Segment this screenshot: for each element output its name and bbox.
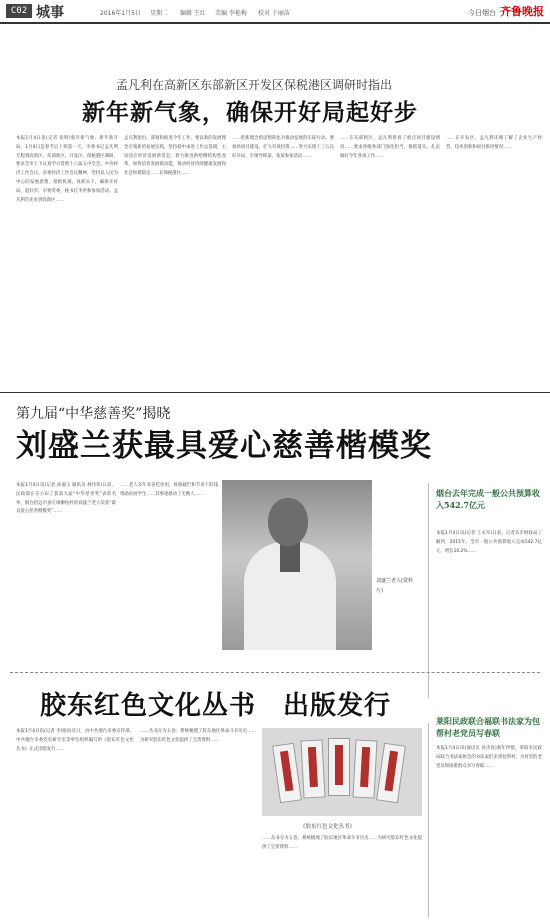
article2-title: 刘盛兰获最具爱心慈善楷模奖: [16, 428, 432, 464]
paper-sub: 今日烟台: [468, 9, 496, 17]
weekday: 星期二: [150, 10, 169, 17]
side-text-2: 本报1月4日讯(通讯员 孙杰涛)新年伊始，莱阳市民政局联合书法家协会的书法家们来到包帮村，为村里的老党员和困难群众书写春联……: [436, 746, 542, 769]
date: 2016年1月5日: [100, 10, 141, 17]
book: [300, 739, 325, 798]
portrait-photo: [222, 480, 372, 650]
photo-figure-head: [268, 498, 308, 546]
side-headline-1: 烟台去年完成一般公共预算收入542.7亿元: [436, 488, 540, 510]
art-editor: 美编 李艳梅: [215, 10, 247, 17]
column-rule: [428, 483, 429, 698]
photo-figure-collar: [280, 542, 300, 572]
book-photo: [262, 728, 422, 816]
book: [352, 739, 377, 798]
book-caption: 《胶东红色文化丛书》: [300, 824, 356, 830]
article3-title: 胶东红色文化丛书 出版发行: [40, 691, 392, 721]
article1-col-1: 本报1月4日讯(记者 张明)新年新气象，新年新开局，1月4日是春节后上班第一天，市委书记孟凡利专程到高新区、东部新区、开发区、保税港区调研，要求全市上下认真学习贯彻十八届五中全会、中央经济工作会议、省委经济工作会议精神，坚持以人民为中心的发展思想，抢抓机遇，真抓实干，确保开好局、起好步。市委常委、秘书长李洪和参加活动。孟凡利首先来到高新区……: [16, 136, 118, 203]
page-number: C02: [6, 4, 32, 18]
book: [376, 743, 406, 803]
article3-col-1: 本报1月4日讯(记者 李园园)近日，由中共烟台市委宣传部、中共烟台市委党史研究室等单位组织编写的《胶东红色文化丛书》正式出版发行……: [16, 729, 134, 752]
article1-col-2: 孟凡利指出，谋划和推进今年工作，要以新的发展理念引领新的发展实践，坚持稳中求进工作总基调，主动适应经济发展新常态，着力推进供给侧结构性改革，加快培育发展新动能，推动经济持续健康发展和社会和谐稳定……在保税港区……: [124, 136, 226, 177]
section-name: 城事: [36, 5, 64, 21]
editor: 编辑 王红: [180, 10, 206, 17]
article2-col-2: ……老人多年来省吃俭用，将收破烂和节省下的钱资助贫困学生……其事迹感动了无数人……: [120, 483, 218, 497]
article1-subtitle: 孟凡利在高新区东部新区开发区保税港区调研时指出: [116, 78, 393, 92]
book: [328, 738, 350, 796]
paper-name: 齐鲁晚报: [500, 5, 544, 18]
article2-col-1: 本报1月4日讯(记者 孙淑玉 通讯员 林伟伟)日前，民政部在京公布了获第九届“中华慈善奖”表彰名单，烟台招远市蚕庄镇柳杭村的刘盛兰老人荣获“最具爱心慈善楷模奖”……: [16, 483, 116, 515]
article1-col-3: ……把新理念新思想转化为推动发展的实际行动。要加快项目建设，扩大有效投资……努力实现十三五良好开局。市领导韩某、张某参加活动……: [232, 136, 334, 159]
side-text-1: 本报1月4日讯(记者 王永军)日前，记者从市财政局了解到，2015年，全市一般公共预算收入完成542.7亿元，增长10.2%……: [436, 531, 542, 554]
article3-col-2: ……丛书分为五卷，系统梳理了胶东地区革命斗争历史……为研究胶东红色文化提供了宝贵资料……: [140, 729, 256, 743]
paper-logo: [468, 3, 544, 19]
side-headline-2: 莱阳民政联合福联书法家为包帮村老党员写春联: [436, 716, 540, 738]
article1-col-5: ……在开发区，孟凡利详细了解了企业生产经营、技术创新和项目推进情况……: [446, 136, 542, 150]
photo-caption: 刘盛兰老人(资料片): [376, 578, 413, 594]
article1-col-4: ……在东部新区，孟凡利察看了重点项目建设情况……要求各级各部门强化担当，狠抓落实，扎实做好今年各项工作……: [340, 136, 440, 159]
dashed-divider: [10, 672, 540, 673]
article1-title: 新年新气象，确保开好局起好步: [82, 99, 418, 126]
divider: [0, 392, 550, 393]
page-header: [0, 0, 550, 24]
book: [272, 743, 302, 803]
article2-kicker: 第九届“中华慈善奖”揭晓: [16, 406, 171, 422]
article3-col-3: ……丛书分为五卷，系统梳理了胶东地区革命斗争历史……为研究胶东红色文化提供了宝贵资料……: [262, 836, 422, 850]
column-rule: [428, 723, 429, 918]
proofreader: 校对 于丽洁: [258, 10, 290, 17]
